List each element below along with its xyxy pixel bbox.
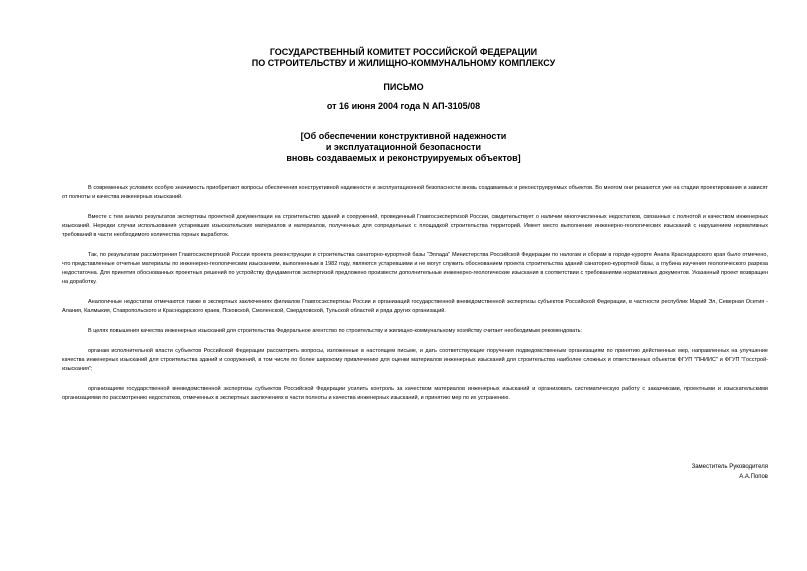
body-paragraph: органам исполнительной власти субъектов Российской Федерации рассмотреть вопросы, изложенные в настоящем письме, и дать соответствующие поручения подведомственным организациям по принятию действенных мер, направленных на улучшение качества инженерных изысканий для строительства зданий и сооружений, в том числе по более широкому привлечению для оценки материалов инженерных изысканий для строительства наиболее сложных и ответственных объектов ФГУП "ПНИИС" и ФГУП "Госстрой-изыскания"; <box>62 348 768 372</box>
signatory-position: Заместитель Руководителя <box>691 464 768 470</box>
organization-name-line-1: ГОСУДАРСТВЕННЫЙ КОМИТЕТ РОССИЙСКОЙ ФЕДЕРАЦИИ <box>269 47 538 57</box>
subject-line-2: и эксплуатационной безопасности <box>325 142 482 152</box>
document-date-number: от 16 июня 2004 года N АП-3105/08 <box>326 101 481 111</box>
organization-name-line-2: ПО СТРОИТЕЛЬСТВУ И ЖИЛИЩНО-КОММУНАЛЬНОМУ КОМПЛЕКСУ <box>251 58 556 68</box>
letter-body <box>62 184 768 414</box>
document-type: ПИСЬМО <box>383 82 424 92</box>
body-paragraph: Так, по результатам рассмотрения Главгосэкспертизой России проекта реконструкции и строительства санаторно-курортной базы "Эллада" Министерства Российской Федерации по налогам и сборам в городе-курорте Анапа Краснодарского края было отмечено, что представленные отчетные материалы по инженерно-геологическим изысканиям, выполненным в 1982 году, являются устаревшими и не могут служить обоснованием проекта строительства зданий санаторно-курортной базы, а глубина изучения геологического разреза недостаточна. Для принятия обоснованных проектных решений по устройству фундаментов экспертизой предложено произвести дополнительные инженерно-геологические изыскания в соответствии с требованиями нормативных документов. Указанный проект возвращен на доработку. <box>62 252 768 285</box>
organization-header <box>0 47 807 69</box>
subject-line-3: вновь создаваемых и реконструируемых объектов] <box>286 153 521 163</box>
body-paragraph: В целях повышения качества инженерных изысканий для строительства Федеральное агентство по строительству и жилищно-коммунальному хозяйству считает необходимым рекомендовать: <box>88 328 582 334</box>
document-subject <box>0 131 807 164</box>
body-paragraph: организациям государственной вневедомственной экспертизы субъектов Российской Федерации усилить контроль за качеством материалов инженерных изысканий и организовать систематическую работу с заказчиками, проектными и изыскательскими организациями по рассмотрению недостатков, отмеченных в экспертных заключениях в части полноты и качества инженерных изысканий, и принятию мер по их устранению. <box>62 386 768 401</box>
subject-line-1: [Об обеспечении конструктивной надежности <box>300 131 507 141</box>
signature-block <box>692 462 768 482</box>
body-paragraph: Вместе с тем анализ результатов экспертизы проектной документации на строительство зданий и сооружений, проведенный Главгосэкспертизой России, свидетельствует о наличии многочисленных недостатков, связанных с полнотой и качеством инженерных изысканий. Нередки случаи использования устаревших изыскательских материалов и материалов, полученных для сопредельных с площадкой строительства территорий. Имеет место выполнение инженерно-геологических изысканий с нарушением нормативных требований в части необходимого количества горных выработок. <box>62 214 768 238</box>
body-paragraph: Аналогичные недостатки отмечаются также в экспертных заключениях филиалов Главгосэкспертизы России и организаций государственной вневедомственной экспертизы субъектов Российской Федерации, в частности республик Марий Эл, Северная Осетия - Алания, Калмыкия, Ставропольского и Краснодарского краев, Псковской, Смоленской, Свердловской, Тульской областей и ряда других организаций. <box>62 299 768 314</box>
body-paragraph: В современных условиях особую значимость приобретают вопросы обеспечения конструктивной надежности и эксплуатационной безопасности вновь создаваемых и реконструируемых объектов. Во многом они решаются уже на стадии проектирования и зависят от полноты и качества инженерных изысканий. <box>62 185 768 200</box>
signatory-name: А.А.Попов <box>739 474 768 480</box>
